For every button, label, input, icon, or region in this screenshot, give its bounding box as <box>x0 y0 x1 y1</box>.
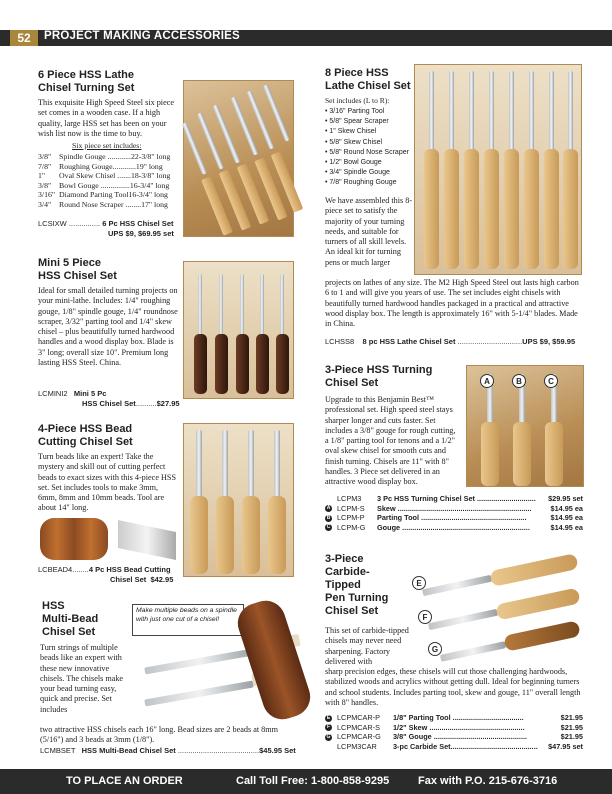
bead-title-1: 4-Piece HSS Bead <box>38 423 133 435</box>
carbide-photo <box>412 556 582 664</box>
footer-fax: Fax with P.O. 215-676-3716 <box>418 775 558 787</box>
list-item: • 3/16" Parting Tool <box>325 108 385 115</box>
carbide-description: This set of carbide-tipped chisels may never need sharpening. Factory delivered with <box>325 626 409 666</box>
table-row: LCPM3 3 Pc HSS Turning Chisel Set ............................. $29.95 set <box>337 494 583 503</box>
mini-sku: LCMINI2 Mini 5 Pc <box>38 389 107 398</box>
list-item: • 3/4" Spindle Gouge <box>325 169 390 177</box>
eight-piece-title-2: Lathe Chisel Set <box>325 80 411 92</box>
list-item: 1" Oval Skew Chisel .......18-3/8" long <box>38 171 171 180</box>
table-row: G LCPMCAR-G 3/8" Gouge .............................................. $21.95 <box>326 732 583 741</box>
three-piece-photo <box>466 365 584 487</box>
list-item: • 5/8" Spear Scraper <box>325 118 389 126</box>
list-item: • 7/8" Roughing Gouge <box>325 179 397 187</box>
page-title: PROJECT MAKING ACCESSORIES <box>44 30 240 42</box>
six-piece-price: UPS $9, $69.95 set <box>108 229 174 238</box>
mini-title-1: Mini 5 Piece <box>38 257 101 269</box>
table-row: E LCPMCAR-P 1/8" Parting Tool ................................... $21.95 <box>326 713 583 722</box>
carbide-price-table <box>323 713 585 751</box>
bead-tool-tip-photo <box>118 520 176 560</box>
three-piece-description: Upgrade to this Benjamin Best™ professional set. High speed steel stays sharper longer and cuts faster. Set includes a 3/8" gouge for rough cutting, a 1/8" parting tool for tenons and a 1/2" oval skew chisel for smooth cuts and finish turning. Chisels are 11" with 8" handles. 3 Piece set delivered in an attractive wood display box. <box>325 395 456 487</box>
list-item: 7/8" Roughing Gouge............19" long <box>38 161 163 171</box>
eight-piece-sku: LCHSS8 8 pc HSS Lathe Chisel Set ...............................UPS $9, $59.95 <box>325 337 576 346</box>
six-piece-sku: LCSIXW ............... 6 Pc HSS Chisel Set <box>38 219 174 228</box>
eight-piece-photo <box>414 64 582 275</box>
multibead-title-1: HSS <box>42 600 65 612</box>
multibead-description-cont: two attractive HSS chisels each 16" long. Bead sizes are 2 beads at 8mm (5/16") and 3 beads at 3mm (1/8"). <box>40 725 278 745</box>
photo-label-c: C <box>544 374 558 388</box>
three-piece-title-1: 3-Piece HSS Turning <box>325 364 433 376</box>
list-item: • 1/2" Bowl Gouge <box>325 159 382 167</box>
photo-label-b: B <box>512 374 526 388</box>
table-row: C LCPM-G Gouge ............................................................... $14.95 ea <box>326 522 583 532</box>
bead-title-2: Cutting Chisel Set <box>38 436 133 448</box>
bead-sku: LCBEAD4........4 Pc HSS Bead Cutting <box>38 565 171 574</box>
three-piece-title-2: Chisel Set <box>325 377 379 389</box>
six-piece-includes-label: Six piece set includes: <box>72 141 142 150</box>
multibead-sku: LCMBSET HSS Multi-Bead Chisel Set .......................................$45.95 Set <box>40 746 296 755</box>
photo-label-a: A <box>480 374 494 388</box>
carbide-title-3: Tipped <box>325 579 361 591</box>
bead-description: Turn beads like an expert! Take the mystery and skill out of cutting perfect beads to exact sizes with this 4-piece HSS set. Set includes tools to make 3mm, 6mm, 8mm and 10mm beads. Tool are about 14" long. <box>38 452 177 513</box>
bead-sku-desc: Chisel Set $42.95 <box>110 575 174 584</box>
page-number: 52 <box>10 30 38 46</box>
carbide-title-2: Carbide- <box>325 566 370 578</box>
carbide-title-4: Pen Turning <box>325 592 389 604</box>
mini-sku-desc: HSS Chisel Set..........$27.95 <box>82 399 180 408</box>
eight-piece-title-1: 8 Piece HSS <box>325 67 389 79</box>
six-piece-items-table <box>36 152 172 209</box>
bead-photo <box>183 423 294 577</box>
six-piece-description: This exquisite High Speed Steel six piece set comes in a wooden case. If a high quality, large HSS set has been on your wish list now is the time to buy. <box>38 98 174 138</box>
table-row: F LCPMCAR-S 1/2" Skew ............................................... $21.95 <box>326 722 583 732</box>
mini-photo <box>183 261 294 399</box>
multibead-title-3: Chisel Set <box>42 626 96 638</box>
carbide-title-1: 3-Piece <box>325 553 364 565</box>
mini-description: Ideal for small detailed turning projects on your mini-lathe. Includes: 1/4" roughing gouge, 1/8" spindle gouge, 1/4" roundnose scraper, 3/32" parting tool and 1/4" skew chisel – plus beautifully turned hardwood handles and a wood display box. Blade is 3" long; overall size 10". Premium long lasting HSS Steel. China. <box>38 286 178 368</box>
bead-sample-photo <box>40 518 108 560</box>
photo-label-e: E <box>412 576 426 590</box>
list-item: 3/4" Round Nose Scraper ........17" long <box>38 199 168 209</box>
multibead-title-2: Multi-Bead <box>42 613 99 625</box>
mini-title-2: HSS Chisel Set <box>38 270 117 282</box>
six-piece-title-2: Chisel Turning Set <box>38 82 135 94</box>
list-item: 3/16" Diamond Parting Tool16-3/4" long <box>38 190 168 199</box>
photo-label-f: F <box>418 610 432 624</box>
multibead-callout: Make multiple beads on a spindle with just one cut of a chisel! <box>132 604 244 636</box>
eight-piece-includes-label: Set includes (L to R): <box>325 96 390 105</box>
six-piece-title-1: 6 Piece HSS Lathe <box>38 69 134 81</box>
footer-order-label: TO PLACE AN ORDER <box>66 775 183 787</box>
six-piece-photo <box>183 80 294 237</box>
list-item: 3/8" Spindle Gouge ............22-3/8" long <box>38 152 171 161</box>
table-row: A LCPM-S Skew .................................................................. $14.95 ea <box>326 503 583 513</box>
list-item: • 5/8" Skew Chisel <box>325 138 383 146</box>
photo-label-g: G <box>428 642 442 656</box>
table-row: B LCPM-P Parting Tool .................................................... $14.95 ea <box>326 513 583 522</box>
multibead-description: Turn strings of multiple beads like an expert with these new innovative chisels. The chisels make your bead turning easy, quick and precise. Set includes <box>40 643 124 714</box>
eight-piece-description: We have assembled this 8-piece set to satisfy the majority of your turning needs, and suitable for turners of all skill levels. An ideal kit for turning pens or much larger <box>325 196 413 267</box>
eight-piece-items-list <box>325 107 409 189</box>
carbide-description-cont: sharp precision edges, these chisels will cut those challenging hardwoods, stabilized woods and acrylics without getting dull. Ideal for beginning turners and school students. Includes parting tool, skew and gouge, 11" overall length with 8" handles. <box>325 667 581 707</box>
three-piece-price-table <box>323 494 585 532</box>
carbide-title-5: Chisel Set <box>325 605 379 617</box>
footer-phone[interactable]: Call Toll Free: 1-800-858-9295 <box>236 775 390 787</box>
list-item: • 5/8" Round Nose Scraper <box>325 148 409 156</box>
list-item: 3/8" Bowl Gouge ...............16-3/4" long <box>38 180 170 190</box>
list-item: • 1" Skew Chisel <box>325 128 377 136</box>
eight-piece-description-cont: projects on lathes of any size. The M2 High Speed Steel out lasts high carbon 6 to 1 and will give you years of use. The set includes eight chisels with beautifully turned hardwood handles packaged in a practical and attractive wood display box. The length is approximately 16" with 5-1/4" blades. Made in China. <box>325 278 579 329</box>
table-row: LCPM3CAR 3-pc Carbide Set........................................... $47.95 set <box>337 741 583 751</box>
footer-bar <box>0 769 612 794</box>
